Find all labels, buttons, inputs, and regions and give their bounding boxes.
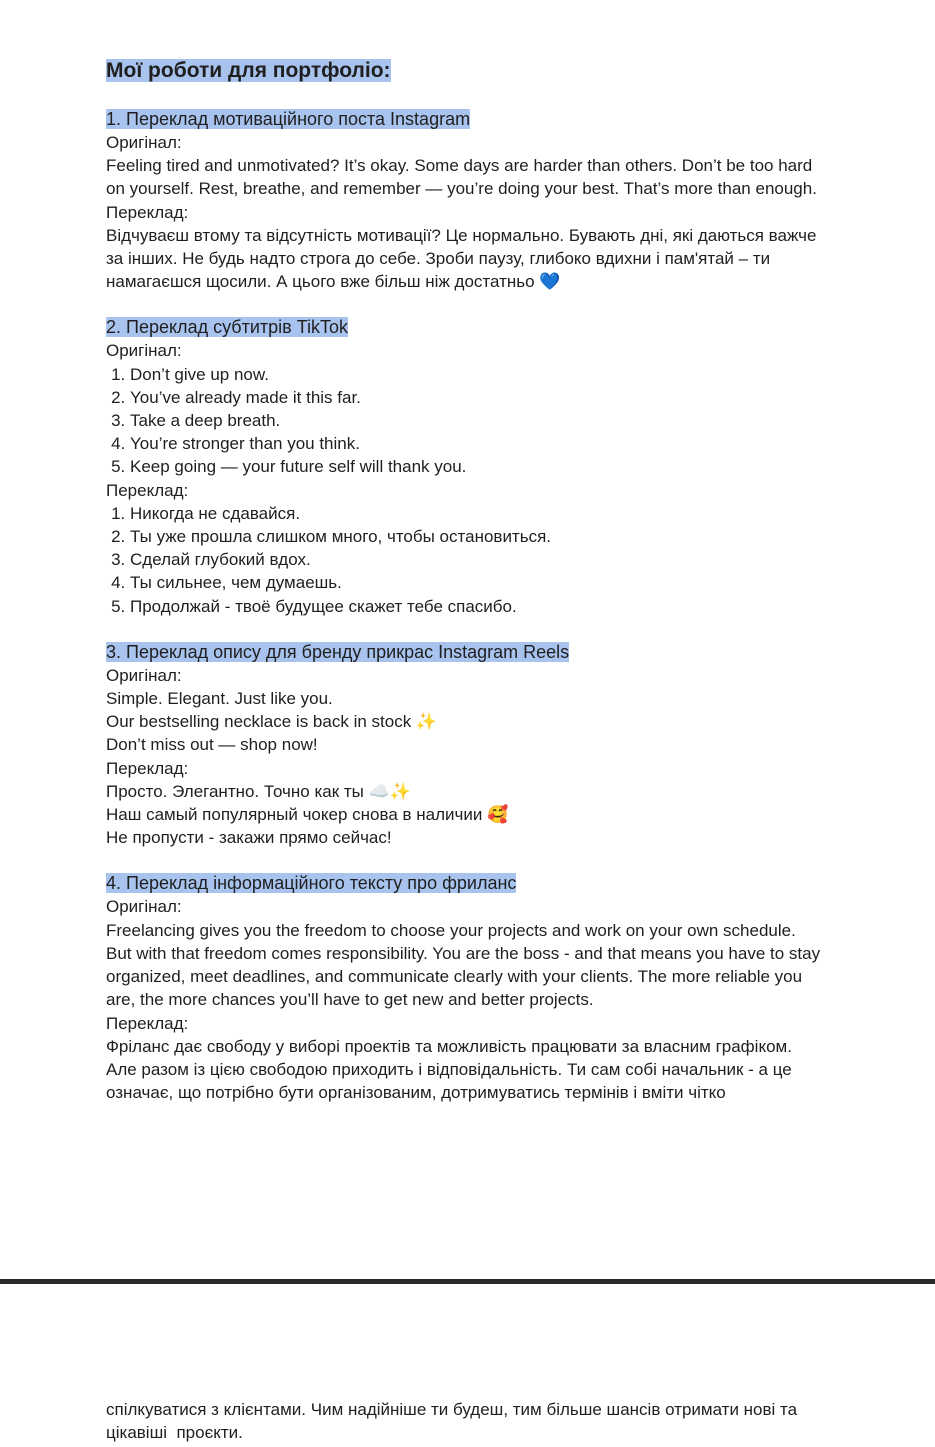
section-2-original-list: [106, 363, 826, 479]
section-4-original-label: Оригінал:: [106, 897, 182, 917]
document-title: Мої роботи для портфоліо:: [106, 59, 391, 82]
list-item: 3. Сделай глубокий вдох.: [130, 548, 826, 571]
section-3-original-line: Our bestselling necklace is back in stock ✨: [106, 712, 438, 732]
section-3: [106, 640, 826, 850]
document-page-2: [106, 1398, 826, 1444]
section-4: [106, 871, 826, 1104]
document-page-1: [106, 57, 826, 1126]
section-4-original-text: Freelancing gives you the freedom to choose your projects and work on your own schedule. But with that freedom comes responsibility. You are the boss - and that means you have to stay organized, meet deadlines, and communicate clearly with your clients. The more reliable you are, the more chances you’ll have to get new and better projects.: [106, 920, 825, 1010]
page-break-divider: [0, 1279, 935, 1284]
section-3-translation-line: Не пропусти - закажи прямо сейчас!: [106, 828, 392, 848]
list-item: 4. You’re stronger than you think.: [130, 432, 826, 455]
section-1-heading: 1. Переклад мотиваційного поста Instagram: [106, 109, 471, 129]
section-3-translation-line: Просто. Элегантно. Точно как ты ☁️✨: [106, 781, 411, 801]
list-item: 4. Ты сильнее, чем думаешь.: [130, 571, 826, 594]
section-1: [106, 107, 826, 293]
section-2-heading: 2. Переклад субтитрів TikTok: [106, 317, 349, 338]
list-item: 2. Ты уже прошла слишком много, чтобы остановиться.: [130, 525, 826, 548]
section-2-translation-label: Переклад:: [106, 480, 189, 500]
section-1-original-text: Feeling tired and unmotivated? It’s okay. Some days are harder than others. Don’t be too hard on yourself. Rest, breathe, and remember — you’re doing your best. That’s more than enough.: [106, 156, 817, 199]
section-1-translation-label: Переклад:: [106, 202, 189, 222]
section-4-heading: 4. Переклад інформаційного тексту про фриланс: [106, 873, 517, 894]
section-4-translation-label: Переклад:: [106, 1013, 189, 1033]
list-item: 1. Никогда не сдавайся.: [130, 502, 826, 525]
section-3-original-line: Don’t miss out — shop now!: [106, 735, 318, 755]
list-item: 5. Keep going — your future self will thank you.: [130, 455, 826, 478]
list-item: 1. Don’t give up now.: [130, 363, 826, 386]
section-3-original-label: Оригінал:: [106, 665, 182, 685]
section-3-translation-label: Переклад:: [106, 758, 189, 778]
section-1-translation-text: Відчуваєш втому та відсутність мотивації? Це нормально. Бувають дні, які даються важче за інших. Не будь надто строга до себе. Зроби паузу, глибоко вдихни і пам'ятай – ти намагаєшся щосили. А цього вже більш ніж достатньо 💙: [106, 225, 822, 292]
section-3-original-line: Simple. Elegant. Just like you.: [106, 689, 333, 709]
list-item: 2. You’ve already made it this far.: [130, 386, 826, 409]
list-item: 3. Take a deep breath.: [130, 409, 826, 432]
section-2: [106, 315, 826, 617]
section-3-translation-line: Наш самый популярный чокер снова в наличии 🥰: [106, 805, 509, 825]
section-3-heading: 3. Переклад опису для бренду прикрас Instagram Reels: [106, 641, 570, 662]
section-2-translation-list: [106, 502, 826, 618]
section-4-translation-continued: спілкуватися з клієнтами. Чим надійніше ти будеш, тим більше шансів отримати нові та цікавіші проєкти.: [106, 1400, 802, 1443]
section-2-original-label: Оригінал:: [106, 341, 182, 361]
section-1-original-label: Оригінал:: [106, 133, 182, 152]
list-item: 5. Продолжай - твоё будущее скажет тебе спасибо.: [130, 595, 826, 618]
section-4-translation-text: Фріланс дає свободу у виборі проектів та можливість працювати за власним графіком. Але разом із цією свободою приходить і відповідальність. Ти сам собі начальник - а це означає, що потрібно бути організованим, дотримуватись термінів і вміти чітко: [106, 1036, 797, 1103]
